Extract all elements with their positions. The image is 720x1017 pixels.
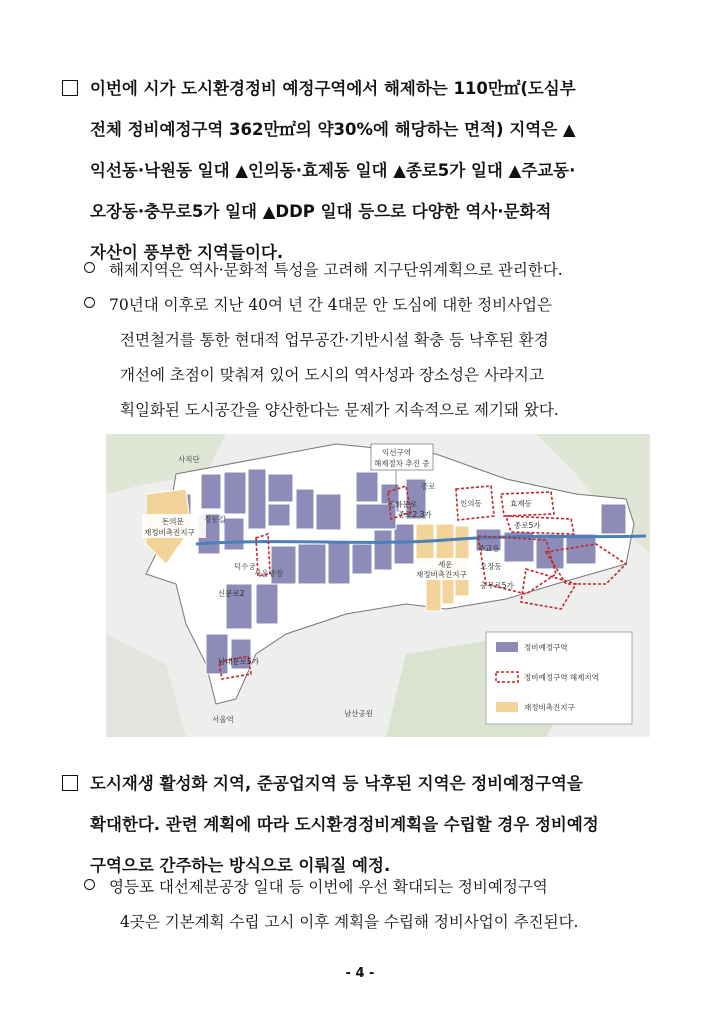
circle-bullet-icon [84,297,95,308]
section1-bullets [80,253,670,428]
map-label: 서울역 [212,715,234,724]
map-label: 돈의문 [162,517,184,526]
section2-bullets [80,870,670,940]
map-label: 종로5가 [514,521,541,530]
legend-label: 정비예정구역 [524,643,568,652]
bullet-item: 해제지역은 역사·문화적 특성을 고려해 지구단위계획으로 관리한다. [80,253,670,288]
district-map-svg [106,434,650,737]
legend-swatch [496,702,518,712]
map-label: 남산공원 [344,709,373,718]
map-label: 서울광장 [254,569,283,578]
section1-line: 익선동·낙원동 일대 ▲인의동·효제동 일대 ▲종로5가 일대 ▲주교동· [90,161,576,180]
page-number: - 4 - [345,966,375,981]
map-label: 덕수궁 [234,562,256,571]
circle-bullet-icon [84,262,95,273]
map-label: 인의동 [460,499,482,508]
district-map [106,434,650,737]
legend-label: 정비예정구역 해제지역 [524,673,599,682]
bullet-continuation: 개선에 초점이 맞춰져 있어 도시의 역사성과 장소성은 사라지고 [120,366,544,384]
map-label: 신문로2 [218,589,245,598]
map-label: 남대문로5가 [218,657,259,666]
section1-paragraph [60,68,666,273]
checkbox-square-icon [62,775,78,791]
map-label: 정동길 [204,515,226,524]
section2-line: 구역으로 간주하는 방식으로 이뤄질 예정. [90,856,391,875]
circle-bullet-icon [84,879,95,890]
section1-line: 오장동·충무로5가 일대 ▲DDP 일대 등으로 다양한 역사·문화적 [90,202,552,221]
bullet-continuation: 4곳은 기본계획 수립 고시 이후 계획을 수립해 정비사업이 추진된다. [120,913,579,931]
map-label: 재정비촉진지구 [416,570,467,579]
map-legend [486,632,632,724]
legend-swatch [496,642,518,652]
map-label: 종로2.3가 [398,510,432,519]
legend-label: 재정비촉진지구 [524,703,575,712]
section2-line: 확대한다. 관련 계획에 따라 도시환경정비계획을 수립할 경우 정비예정 [90,815,599,834]
section1-line: 자산이 풍부한 지역들이다. [90,243,284,262]
sewoon-label [414,558,476,580]
map-label: 사직단 [178,455,200,464]
map-label: 충무로5가 [480,581,514,590]
checkbox-square-icon [62,80,78,96]
map-label: 재정비촉진지구 [144,528,195,537]
bullet-continuation: 전면철거를 통한 현대적 업무공간·기반시설 확충 등 낙후된 환경 [120,331,549,349]
map-label: 주교동 [478,544,500,553]
section1-line: 전체 정비예정구역 362만㎡의 약30%에 해당하는 면적) 지역은 ▲ [90,120,576,139]
map-label: 해제절차 추진 중 [374,459,430,468]
map-label: 익선구역 [382,448,411,457]
section2-line: 도시재생 활성화 지역, 준공업지역 등 낙후된 지역은 정비예정구역을 [60,763,666,804]
bullet-item: 영등포 대선제분공장 일대 등 이번에 우선 확대되는 정비예정구역 [80,870,670,905]
bullet-continuation: 획일화된 도시공간을 양산한다는 문제가 지속적으로 제기돼 왔다. [120,401,559,419]
section1-line: 이번에 시가 도시환경정비 예정구역에서 해제하는 110만㎡(도심부 [60,68,666,109]
map-label: 돈화문로 [388,500,417,509]
section2-paragraph [60,763,666,886]
map-label: 효제동 [510,499,532,508]
map-label: 오장동 [480,562,502,571]
map-label: 세운 [438,560,453,569]
bullet-item: 70년대 이후로 지난 40여 년 간 4대문 안 도심에 대한 정비사업은 [80,288,670,323]
donuimun-label [142,514,206,538]
map-label: 종로 [421,482,436,491]
